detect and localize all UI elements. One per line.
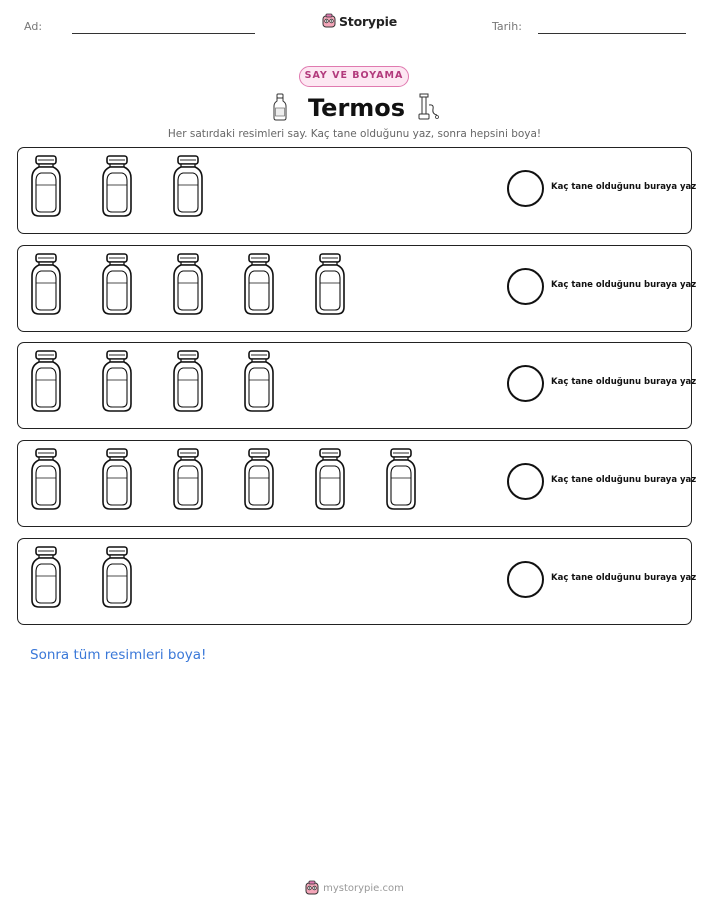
counting-row: [17, 245, 697, 332]
instructions: Her satırdaki resimleri say. Kaç tane olduğunu yaz, sonra hepsini boya!: [167, 128, 542, 140]
bottle-icon[interactable]: [102, 350, 132, 416]
bottle-icon[interactable]: [315, 253, 345, 319]
bottle-icon[interactable]: [244, 448, 274, 514]
storypie-logo-icon: [322, 13, 336, 29]
bottle-icon[interactable]: [31, 350, 61, 416]
name-label: Ad:: [24, 20, 43, 33]
answer-label: Kaç tane olduğunu buraya yaz: [551, 475, 697, 485]
bottle-icon[interactable]: [386, 448, 416, 514]
thermos-pump-icon: [418, 93, 440, 121]
bottle-icon[interactable]: [244, 253, 274, 319]
bottle-icon[interactable]: [244, 350, 274, 416]
brand-name: Storypie: [339, 13, 397, 29]
answer-circle[interactable]: [507, 561, 544, 598]
counting-row: [17, 440, 697, 527]
bottle-icon[interactable]: [173, 253, 203, 319]
bottle-icon[interactable]: [173, 155, 203, 221]
bottle-icon[interactable]: [102, 155, 132, 221]
bottle-icon[interactable]: [31, 546, 61, 612]
answer-circle[interactable]: [507, 365, 544, 402]
bottle-icon: [272, 93, 288, 121]
bottle-icon[interactable]: [173, 350, 203, 416]
bottle-icon[interactable]: [31, 155, 61, 221]
page-title: Termos: [308, 94, 406, 122]
bottle-icon[interactable]: [173, 448, 203, 514]
counting-row: [17, 342, 697, 429]
bottle-icon[interactable]: [31, 253, 61, 319]
answer-circle[interactable]: [507, 463, 544, 500]
bottle-icon[interactable]: [102, 546, 132, 612]
name-line[interactable]: [72, 33, 255, 34]
counting-row: [17, 147, 697, 234]
title-row: [0, 91, 709, 125]
footer-site: mystorypie.com: [323, 882, 404, 894]
bottle-icon[interactable]: [102, 253, 132, 319]
brand-logo: [322, 13, 397, 29]
footer: [0, 880, 709, 896]
coloring-note: Sonra tüm resimleri boya!: [30, 647, 207, 663]
answer-label: Kaç tane olduğunu buraya yaz: [551, 377, 697, 387]
answer-label: Kaç tane olduğunu buraya yaz: [551, 280, 697, 290]
bottle-icon[interactable]: [315, 448, 345, 514]
storypie-logo-icon: [305, 880, 319, 896]
counting-row: [17, 538, 697, 625]
date-label: Tarih:: [492, 20, 522, 33]
answer-label: Kaç tane olduğunu buraya yaz: [551, 182, 697, 192]
answer-circle[interactable]: [507, 268, 544, 305]
bottle-icon[interactable]: [31, 448, 61, 514]
answer-label: Kaç tane olduğunu buraya yaz: [551, 573, 697, 583]
answer-circle[interactable]: [507, 170, 544, 207]
activity-badge: SAY VE BOYAMA: [299, 66, 409, 87]
date-line[interactable]: [538, 33, 686, 34]
bottle-icon[interactable]: [102, 448, 132, 514]
